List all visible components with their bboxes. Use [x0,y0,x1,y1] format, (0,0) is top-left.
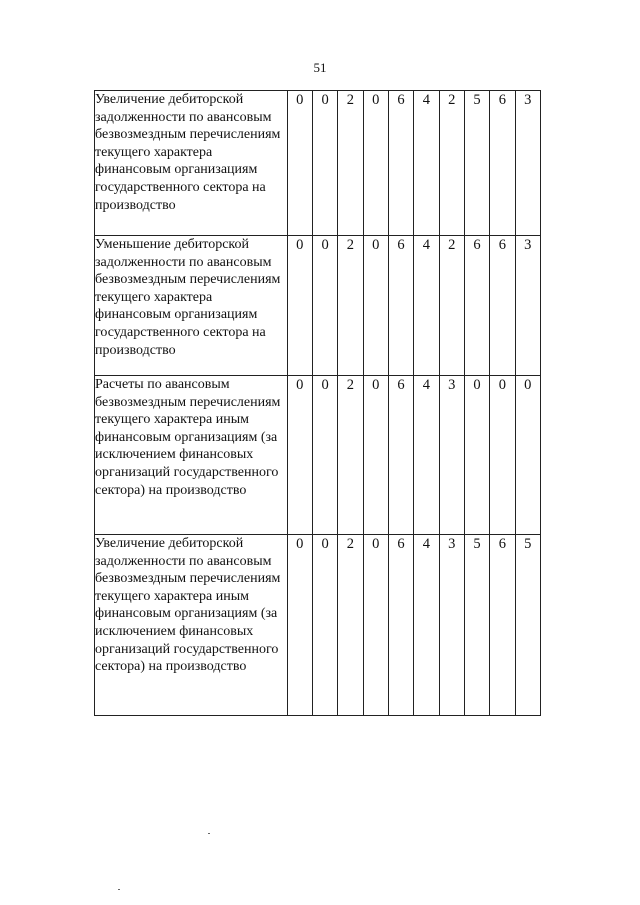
code-digit: 0 [312,236,337,376]
code-digit: 0 [363,236,388,376]
code-digit: 0 [287,236,312,376]
code-digit: 5 [464,91,489,236]
code-digit: 0 [464,376,489,535]
code-digit: 0 [287,91,312,236]
code-digit: 5 [515,535,540,716]
code-digit: 2 [338,535,363,716]
code-digit: 0 [363,376,388,535]
code-digit: 6 [464,236,489,376]
code-digit: 0 [490,376,515,535]
account-codes-table [94,90,541,716]
code-digit: 6 [490,236,515,376]
row-description: Увеличение дебиторской задолженности по авансовым безвозмездным перечислениям текущего характера финансовым организациям государственного сектора на производство [95,91,288,236]
code-digit: 0 [312,91,337,236]
table-row [95,91,541,236]
code-digit: 2 [338,236,363,376]
page-number: 51 [313,60,327,75]
code-digit: 0 [363,535,388,716]
code-digit: 6 [490,535,515,716]
code-digit: 6 [490,91,515,236]
code-digit: 3 [439,535,464,716]
row-description: Увеличение дебиторской задолженности по авансовым безвозмездным перечислениям текущего характера иным финансовым организациям (за исключением финансовых организаций государственного сектора) на производство [95,535,288,716]
code-digit: 0 [312,535,337,716]
code-digit: 2 [439,91,464,236]
code-digit: 4 [414,91,439,236]
code-digit: 4 [414,535,439,716]
scan-speck [118,889,120,890]
code-digit: 5 [464,535,489,716]
row-description: Расчеты по авансовым безвозмездным перечислениям текущего характера иным финансовым организациям (за исключением финансовых организаций государственного сектора) на производство [95,376,288,535]
table-row [95,236,541,376]
code-digit: 2 [439,236,464,376]
code-digit: 0 [287,535,312,716]
code-digit: 0 [363,91,388,236]
code-digit: 2 [338,91,363,236]
code-digit: 4 [414,376,439,535]
table-row [95,535,541,716]
code-digit: 6 [388,236,413,376]
row-description: Уменьшение дебиторской задолженности по авансовым безвозмездным перечислениям текущего характера финансовым организациям государственного сектора на производство [95,236,288,376]
code-digit: 6 [388,376,413,535]
code-digit: 3 [515,91,540,236]
code-digit: 3 [439,376,464,535]
code-digit: 2 [338,376,363,535]
code-digit: 0 [515,376,540,535]
code-digit: 6 [388,91,413,236]
code-digit: 4 [414,236,439,376]
code-digit: 3 [515,236,540,376]
code-digit: 0 [312,376,337,535]
scan-speck [208,833,210,834]
code-digit: 0 [287,376,312,535]
table-row [95,376,541,535]
code-digit: 6 [388,535,413,716]
